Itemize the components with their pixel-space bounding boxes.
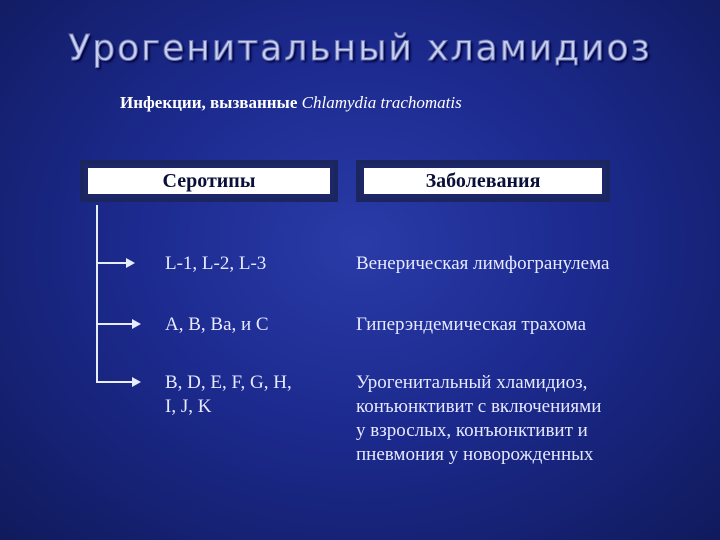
diseases-header-box bbox=[356, 160, 610, 202]
diseases-header: Заболевания bbox=[425, 169, 541, 192]
arrow-2-icon bbox=[132, 319, 141, 329]
connector-line-1 bbox=[96, 262, 126, 264]
row-3-serotypes-line-2: I, J, K bbox=[165, 396, 212, 417]
subtitle-species: Chlamydia trachomatis bbox=[301, 93, 462, 112]
connector-line-2 bbox=[96, 323, 132, 325]
row-3-disease-line-3: у взрослых, конъюнктивит и bbox=[356, 420, 588, 441]
row-3-disease-line-4: пневмония у новорожденных bbox=[356, 444, 594, 465]
slide-title: Урогенитальный хламидиоз bbox=[68, 28, 652, 69]
subtitle-prefix: Инфекции, вызванные bbox=[120, 93, 302, 112]
row-3-serotypes bbox=[165, 371, 292, 419]
serotypes-header-box bbox=[80, 160, 338, 202]
row-2-disease: Гиперэндемическая трахома bbox=[356, 314, 587, 335]
row-2-serotypes: A, B, Ba, и C bbox=[165, 314, 269, 335]
arrow-3-icon bbox=[132, 377, 141, 387]
row-1-disease: Венерическая лимфогранулема bbox=[356, 253, 610, 274]
row-3-disease bbox=[356, 371, 696, 467]
slide-subtitle bbox=[120, 93, 462, 113]
arrow-1-icon bbox=[126, 258, 135, 268]
row-3-serotypes-line-1: B, D, E, F, G, H, bbox=[165, 372, 292, 393]
row-1-serotypes: L-1, L-2, L-3 bbox=[165, 253, 267, 274]
connector-vertical-line bbox=[96, 205, 98, 383]
row-3-disease-line-1: Урогенитальный хламидиоз, bbox=[356, 372, 588, 393]
connector-line-3 bbox=[96, 381, 132, 383]
serotypes-header: Серотипы bbox=[162, 169, 256, 192]
row-3-disease-line-2: конъюнктивит с включениями bbox=[356, 396, 602, 417]
